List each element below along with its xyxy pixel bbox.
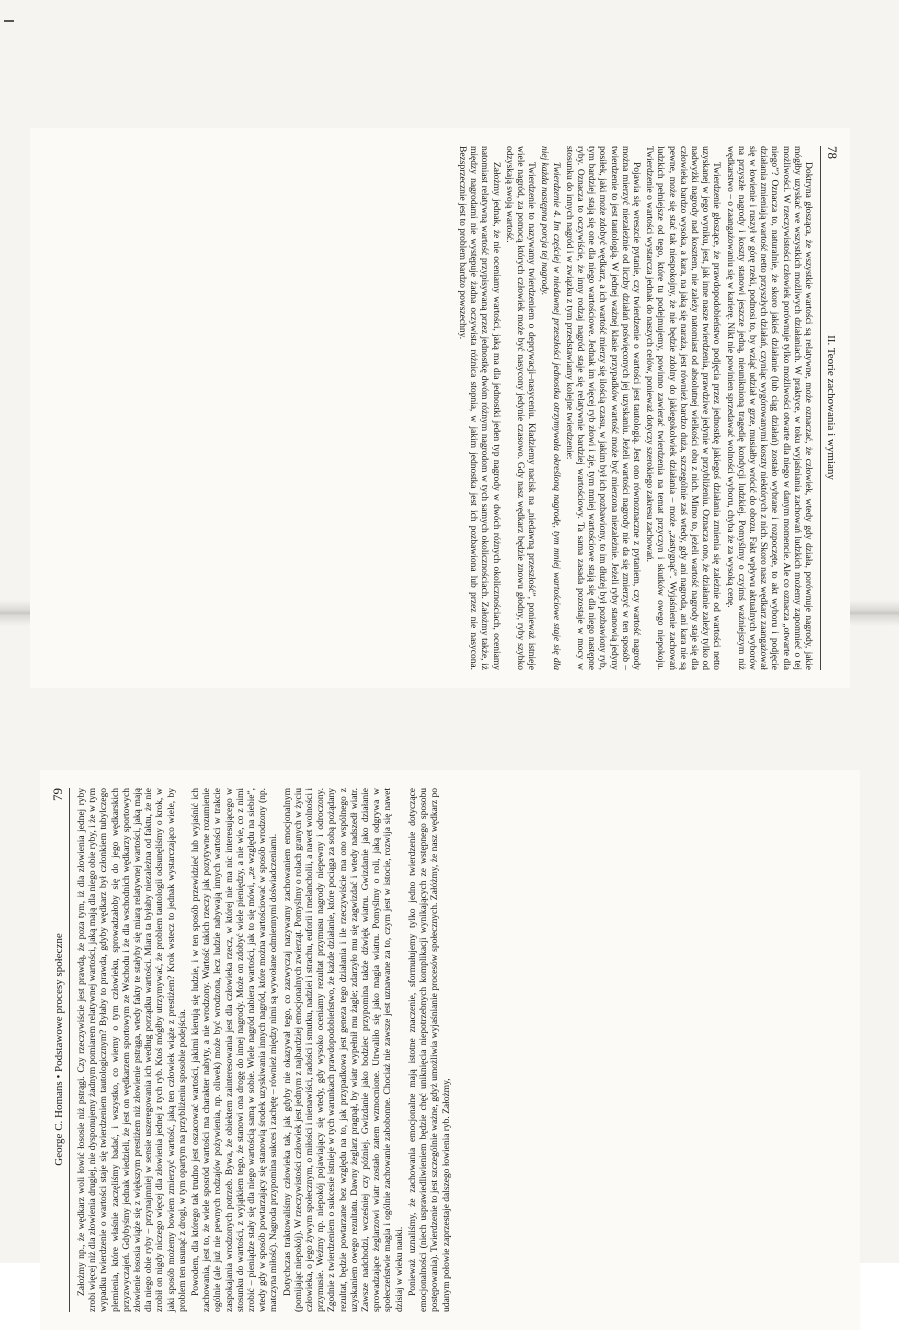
paragraph: Założmy jednak, że nie oceniamy wartości, jaką ma dla jednostki jeden typ nagrody w dwóch różnych okolicznościach, oceniamy natomiast relatywną wartość przypisywaną przez jednostkę dwóm różnym nagrodom w tych samych okolicznościach. Założmy także, iż między nagrodami nie występuje żadna oczywista różnica stopnia, w jakim jednostka jest ich pozbawiona lub przez nie nasycona. Bezsprzecznie jest to problem bardzo powszechny.: [456, 146, 502, 670]
page-79: [40, 770, 860, 1330]
paragraph: Ponieważ uznaliśmy, że zachowania emocjonalne mają istotne znaczenie, sformułujemy tylko jedno twierdzenie dotyczące emocjonalności (niech usprawiedliwieniem będzie chęć uniknięcia niepotrzebnych komplikacji wynikających ze wstępnego sposobu postępowania). Twierdzenie to jest szczególnie ważne, gdyż umożliwia wyjaśnianie procesów społecznych. Załóżmy, że nasz wędkarz po udanym połowie zaprzestaje dalszego łowienia ryb. Założmy,: [406, 788, 452, 1312]
paragraph: Powodem, dla którego tak trudno jest oszacować wartości, jakimi kierują się ludzie, i w ten sposób przewidzieć lub wyjaśnić ich zachowania, jest to, że wiele sposród wartości ma charakter nabyty, a nie wrodzony. Wartość takich rzeczy jak pozytywne rozumienie ogólnie (ale już nie pewnych rodzajów pożywienia, np. oliwek) może być wrodzona, lecz ludzie nabywają innych wartości w trakcie zaspokajania wrodzonych potrzeb. Bywa, że obiektem zainteresowania jest dla człowieka rzecz, w której nie ma nic interesującego w stosunku do wartości, z wyjątkiem tego, że stanowi ona drogę do innej nagrody. Może on zdobyć wiele pieniędzy, a nie wie, co z nimi zrobić – pieniądze stały się dla niego wartością samą w sobie. Wiele nagród nabiera wartości, jak to się mówi, „ze względu na siebie”, wtedy gdy w sposób powtarzający się stanowią środek uzyskiwania innych nagród, które można wartościować w sposób wrodzony (np. matczyna miłość). Nagroda przypomina sukces i zachętę – również między nimi są wywołane odmiennymi doświadczeniami.: [190, 788, 280, 1312]
page-78: [30, 128, 850, 688]
page-number: 78: [825, 146, 840, 159]
scan-edge-mark: [4, 20, 14, 22]
paragraph: Założmy np., że wędkarz woli łowić łososie niż pstrągi. Czy rzeczywiście jest prawdą, że poza tym, iż dla złowienia jednej ryby zrobi więcej niż dla złowienia drugiej, nie dysponujemy żadnym pomiarem relatywnej wartości, jaką mają dla niego obie ryby, i że w tym wypadku twierdzenie o wartości staje się twierdzeniem tautologicznym? Byłaby to prawda, gdyby wędkarz był członkiem tubylczego plemienia, które właśnie zaczęliśmy badać, i wszystko, co wiemy o tym człowieku, sprowadzałoby się do jego wędkarskich przyzwyczajeń. Gdybyśmy jednak wiedzieli, że jest on wędkarzem sportowym ze Wschodu i że dla wschodnich wędkarzy sportowych złowienie łososia wiąże się z większym prestiżem niż złowienie pstrąga, wtedy fakty te stałyby się miarą relatywnej wartości, jaką mają dla niego obie ryby – przynajmniej w sensie uszeregowania ich według porządku wartości. Miara ta byłaby niezależna od faktu, że nie zrobił on nigdy niczego więcej dla złowienia jednej z tych ryb. Ktoś mógłby utrzymywać, że problem tautologii odsunęliśmy o krok, w jaki sposób możemy bowiem zmierzyć wartość, jaką ten człowiek wiąże z prestiżem? Krok wstecz to jednak wystarczająco wiele, by problem ten usunąć z drogi, w tym opartym na przybliżeniu sposobie podejścia.: [76, 788, 188, 1312]
page-header: [820, 146, 840, 670]
paragraph: Pojawia się wreszcie pytanie, czy twierdzenie o wartości jest tautologią. Jest ono równoznaczne z pytaniem, czy wartość nagrody można mierzyć niezależnie od liczby działań poświęconych jej uzyskaniu. Jeżeli wartości nagrody nie da się zmierzyć w ten sposób – twierdzenie to jest tautologią. W jednej ważnej klasie przypadków wartość może być mierzona niezależnie. Jeżeli ryby stanowią jedyny posiłek, jaki może zdobyć wędkarz, a ich wartość mierzy się ilością czasu, w jakim był ich pozbawiony, to im dłużej był pozbawiony ryb, tym bardziej stają się one dla niego wartościowe. Jednak im więcej ryb złowi i zje, tym mniej wartościowe stają się dla niego następne ryby. Oznacza to oczywiście, że inny rodzaj nagród staje się relatywnie bardziej wartościowy. Ta sama zasada pozostaje w mocy w stosunku do innych nagród i w związku z tym przedstawiamy kolejne twierdzenie:: [563, 146, 642, 670]
paragraph: Doktryna głosząca, że wszystkie wartości są relatywne, może oznaczać, że człowiek, wtedy gdy działa, porównuje nagrody, jakie mógłby uzyskać we wszystkich możliwych działaniach. W praktyce, w toku wyjaśniania zachowań ludzkich możemy zapomnieć o tej możliwości. W rzeczywistości człowiek porównuje tylko możliwości otwarte dla niego w danym momencie. Ale co oznacza „otwarte dla niego”? Oznacza to, naturalnie, że skoro jakieś działanie (lub ciąg działań) zostało wybrane i rozpoczęte, to akt wyboru i podjęcie działania zmieniają wartość netto przyszłych działań, czyniąc wygórowanymi koszty niektórych z nich. Skoro nasz wędkarz zaangażował się w łowienie i ruszył w górę rzeki, podnosi to, by wziąć udział w grze, musiałby wrócić do obozu. Fakt wpływu aktualnych wyborów na przyszłe nagrody i koszty stanowi jeszcze jedną, nieuniknioną tragedię kondycji ludzkiej. Pomyślmy o czyimś ważniejszym niż wędkarstwo – o zaangażowaniu się w karierę. Nikt nie powinien sprzedawać wolności wyboru, chyba że za wysoką cenę.: [724, 146, 814, 670]
paragraph: Twierdzenie to nazywamy twierdzeniem o deprywacji–nasyceniu. Kładziemy nacisk na „niedawną przeszłość”, ponieważ istnieje wiele nagród, za pomocą których człowiek może być nasycony jedynie czasowo. Gdy nasz wędkarz będzie znowu głodny, ryby szybko odzyskają swoją wartość.: [503, 146, 538, 670]
proposition-4: Twierdzenie 4. Im częściej w niedawnej przeszłości jednostka otrzymywała określoną nagrodę, tym mniej wartościowe staje się dla niej każda następna porcja tej nagrody.: [539, 146, 562, 670]
running-head: II. Teorie zachowania i wymiany: [825, 335, 837, 480]
running-head: George C. Homans • Podstawowe procesy społeczne: [53, 933, 65, 1166]
paragraph: Twierdzenie głoszące, że prawdopodobieństwo podjęcia przez jednostkę jakiegoś działania zmienia się zależnie od wartości netto uzyskanej w jego wyniku, jest, jak inne nasze twierdzenia, prawdziwe jedynie w przybliżeniu. Oznacza ono, że działanie zależy tylko od nadwyżki nagrody nad kosztem, nie zależy natomiast od absolutnej wielkości obu z nich. Mimo to, jeżeli wartość nagrody staje się dla człowieka bardzo wysoka, a kara, na jaką się naraża, jest również bardzo duża, szczególnie zaś wtedy, gdy ani nagroda, ani kara nie są pewne, może się stać tak niespokojny, że nie będzie zdolny do jakiegokolwiek działania – może „zastygnąć”. Wyjaśnienie zachowań ludzkich pełniejsze od tego, które tu podejmujemy, powinno zawierać twierdzenia na temat przyczyn i skutków owego niepokoju. Twierdzenie o wartości wystarcza jednak do naszych celów, ponieważ dotyczy szerokiego zakresu zachowań.: [644, 146, 723, 670]
page-number: 79: [50, 788, 65, 801]
page-header: [50, 788, 70, 1312]
paragraph: Dotychczas traktowaliśmy człowieka tak, jak gdyby nie okazywał tego, co zazwyczaj nazywamy zachowaniem emocjonalnym (pomijając niepokój). W rzeczywistości człowiek jest jednym z najbardziej emocjonalnych zwierząt. Pomyślmy o rolach granych w życiu człowieka, o jego żywym społecznym, o miłości i nienawiści, radości i smutku, nadziei i strachu, euforii i melancholii, a nawet wolności i przymusie. Weźmy np. niepokój pojawiający się wtedy, gdy wysoko oceniamy rezultat przymusu nagrody niepewny i odroczony. Zgodnie z twierdzeniem o sukcesie istnieje w tych warunkach prawdopodobieństwo, że każde działanie, które pociąga za sobą pożądany rezultat, będzie powtarzane bez względu na to, jak przypadkowa jest geneza tego działania i ile rzeczywiście ma ono wspólnego z uzyskaniem owego rezultatu. Dawny żeglarz pragnął, by wiatr wypełnił mu żagle; zdarzyło mu się zagwizdać i wtedy nadszedł wiatr. Zawsze nadchodzi, wcześniej czy później. Gwizdanie jako bodziec przypomina także dźwięk wiatru. Gwizdanie jako działanie sprowadzające żeglarzowi wiatr zostało zatem wzmocnione. Utrwaliło się jako magia wiatru. Pomyślmy o roli, jaką odgrywa w społeczeństwie magia i ogólnie zachowanie zabobonne. Chociaż nie zawsze jest uznawane za to, czym jest w istocie, rozwija się nawet dzisiaj w wieku nauki.: [281, 788, 405, 1312]
